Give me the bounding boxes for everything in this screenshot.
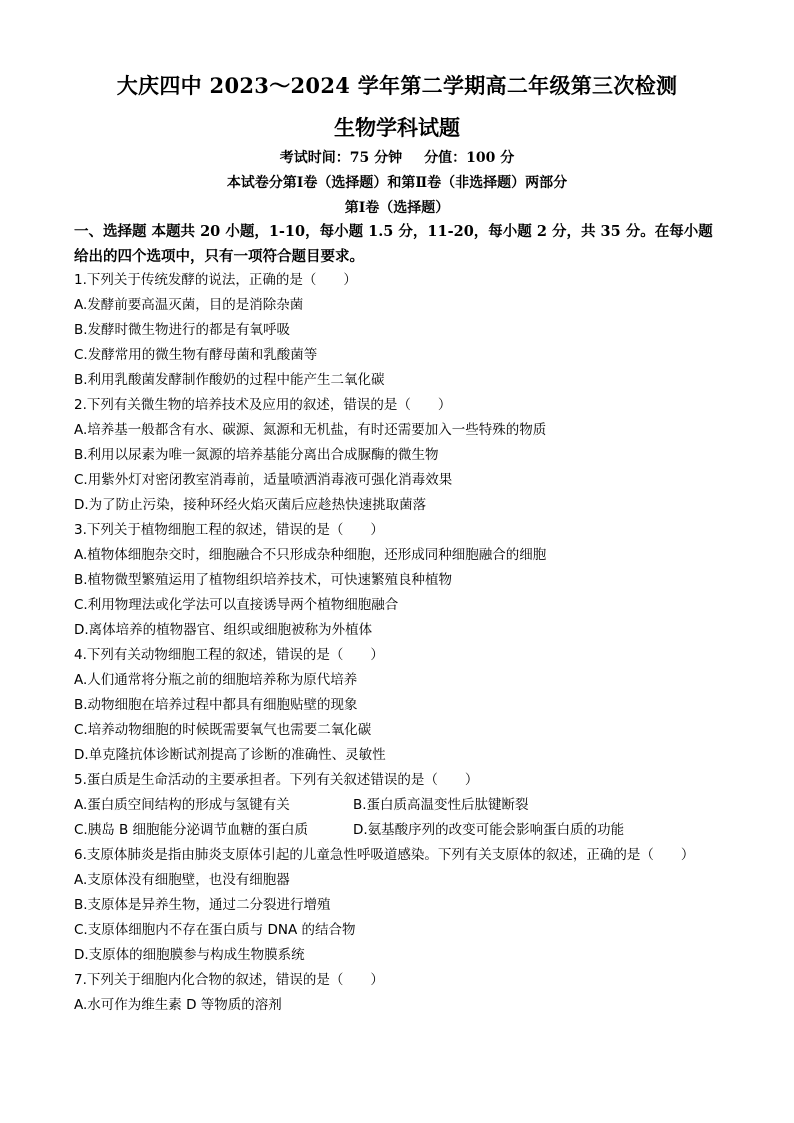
option: D.支原体的细胞膜参与构成生物膜系统: [74, 947, 305, 963]
option: A.发酵前要高温灭菌，目的是消除杂菌: [74, 297, 304, 313]
option-row: [74, 818, 734, 843]
question-stem: 5.蛋白质是生命活动的主要承担者。下列有关叙述错误的是（ ）: [74, 772, 479, 788]
option: B.发酵时微生物进行的都是有氧呼吸: [74, 322, 291, 338]
exam-title: 大庆四中 2023～2024 学年第二学期高二年级第三次检测: [116, 73, 678, 98]
exam-time: 考试时间：75 分钟: [279, 150, 403, 166]
option: D.离体培养的植物器官、组织或细胞被称为外植体: [74, 622, 373, 638]
option: D.单克隆抗体诊断试剂提高了诊断的准确性、灵敏性: [74, 747, 386, 763]
option: B.蛋白质高温变性后肽键断裂: [353, 797, 529, 813]
option: B.利用乳酸菌发酵制作酸奶的过程中能产生二氧化碳: [74, 372, 385, 388]
exam-subtitle: 生物学科试题: [334, 115, 460, 140]
option: A.人们通常将分瓶之前的细胞培养称为原代培养: [74, 672, 358, 688]
question-stem: 1.下列关于传统发酵的说法，正确的是（ ）: [74, 272, 357, 288]
option: B.动物细胞在培养过程中都具有细胞贴壁的现象: [74, 697, 358, 713]
option: D.氨基酸序列的改变可能会影响蛋白质的功能: [353, 822, 625, 838]
option: A.培养基一般都含有水、碳源、氮源和无机盐，有时还需要加入一些特殊的物质: [74, 422, 547, 438]
option: C.支原体细胞内不存在蛋白质与 DNA 的结合物: [74, 922, 356, 938]
option: A.支原体没有细胞壁，也没有细胞器: [74, 872, 290, 888]
option: A.植物体细胞杂交时，细胞融合不只形成杂种细胞，还形成同种细胞融合的细胞: [74, 547, 547, 563]
option: B.利用以尿素为唯一氮源的培养基能分离出合成脲酶的微生物: [74, 447, 439, 463]
option: C.用紫外灯对密闭教室消毒前，适量喷洒消毒液可强化消毒效果: [74, 472, 453, 488]
section-instructions: 一、选择题 本题共 20 小题，1-10，每小题 1.5 分，11-20，每小题 2 分，共 35 分。在每小题给出的四个选项中，只有一项符合题目要求。: [74, 223, 713, 265]
option: A.水可作为维生素 D 等物质的溶剂: [74, 997, 282, 1013]
question-stem: 4.下列有关动物细胞工程的叙述，错误的是（ ）: [74, 647, 384, 663]
question-list: [74, 268, 734, 1018]
question-stem: 2.下列有关微生物的培养技术及应用的叙述，错误的是（ ）: [74, 397, 452, 413]
exam-meta: [0, 147, 794, 167]
option-row: [74, 793, 734, 818]
question-stem: 6.支原体肺炎是指由肺炎支原体引起的儿童急性呼吸道感染。下列有关支原体的叙述，正确的是（ ）: [74, 847, 695, 863]
exam-score: 分值：100 分: [424, 150, 515, 166]
option: B.植物微型繁殖运用了植物组织培养技术，可快速繁殖良种植物: [74, 572, 453, 588]
question-stem: 7.下列关于细胞内化合物的叙述，错误的是（ ）: [74, 972, 384, 988]
exam-structure: 本试卷分第Ⅰ卷（选择题）和第Ⅱ卷（非选择题）两部分: [226, 175, 568, 191]
option: A.蛋白质空间结构的形成与氢键有关: [74, 797, 290, 813]
option: C.胰岛 B 细胞能分泌调节血糖的蛋白质: [74, 822, 309, 838]
option: B.支原体是异养生物，通过二分裂进行增殖: [74, 897, 331, 913]
part-heading: 第Ⅰ卷（选择题）: [344, 200, 450, 216]
option: D.为了防止污染，接种环经火焰灭菌后应趁热快速挑取菌落: [74, 497, 427, 513]
option: C.利用物理法或化学法可以直接诱导两个植物细胞融合: [74, 597, 399, 613]
option: C.培养动物细胞的时候既需要氧气也需要二氧化碳: [74, 722, 372, 738]
question-stem: 3.下列关于植物细胞工程的叙述，错误的是（ ）: [74, 522, 384, 538]
option: C.发酵常用的微生物有酵母菌和乳酸菌等: [74, 347, 318, 363]
